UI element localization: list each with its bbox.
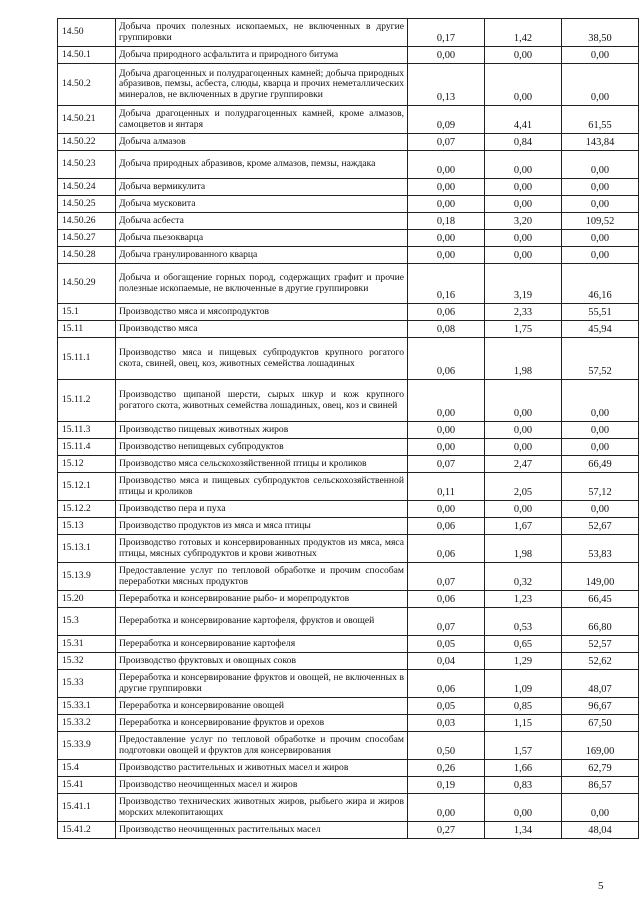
row-value-2: 1,57 (485, 732, 562, 760)
row-value-1: 0,06 (408, 535, 485, 563)
table-row (58, 456, 639, 473)
row-code: 15.3 (58, 608, 116, 636)
row-value-2: 1,98 (485, 535, 562, 563)
row-value-2: 1,67 (485, 518, 562, 535)
row-value-3: 55,51 (562, 304, 639, 321)
row-name: Переработка и консервирование фруктов и овощей, не включенных в другие группировки (116, 670, 408, 698)
row-value-3: 48,04 (562, 822, 639, 839)
row-value-2: 4,41 (485, 106, 562, 134)
row-value-2: 0,00 (485, 794, 562, 822)
row-value-3: 0,00 (562, 380, 639, 422)
row-value-1: 0,05 (408, 698, 485, 715)
row-value-3: 0,00 (562, 247, 639, 264)
row-value-2: 1,75 (485, 321, 562, 338)
row-name: Предоставление услуг по тепловой обработке и прочим способам переработки мясных продуктов (116, 563, 408, 591)
row-value-2: 2,33 (485, 304, 562, 321)
row-value-1: 0,06 (408, 518, 485, 535)
table-row (58, 653, 639, 670)
row-value-1: 0,06 (408, 591, 485, 608)
row-name: Добыча асбеста (116, 213, 408, 230)
row-code: 15.33.9 (58, 732, 116, 760)
table-row (58, 64, 639, 106)
row-code: 14.50.29 (58, 264, 116, 304)
table-row (58, 264, 639, 304)
row-name: Производство фруктовых и овощных соков (116, 653, 408, 670)
row-value-3: 0,00 (562, 230, 639, 247)
row-value-3: 109,52 (562, 213, 639, 230)
row-value-2: 1,09 (485, 670, 562, 698)
row-value-3: 57,12 (562, 473, 639, 501)
row-code: 15.41.2 (58, 822, 116, 839)
row-name: Производство продуктов из мяса и мяса птицы (116, 518, 408, 535)
row-name: Производство неочищенных масел и жиров (116, 777, 408, 794)
row-name: Производство мяса и мясопродуктов (116, 304, 408, 321)
row-code: 15.13 (58, 518, 116, 535)
table-row (58, 715, 639, 732)
row-code: 15.13.1 (58, 535, 116, 563)
row-value-2: 0,84 (485, 134, 562, 151)
table-row (58, 151, 639, 179)
row-value-1: 0,00 (408, 230, 485, 247)
table-row (58, 760, 639, 777)
row-value-1: 0,18 (408, 213, 485, 230)
row-value-1: 0,00 (408, 380, 485, 422)
table-row (58, 247, 639, 264)
row-value-3: 169,00 (562, 732, 639, 760)
row-value-2: 0,00 (485, 196, 562, 213)
row-code: 14.50.22 (58, 134, 116, 151)
row-code: 14.50.2 (58, 64, 116, 106)
page-number: 5 (598, 880, 604, 892)
row-value-1: 0,03 (408, 715, 485, 732)
row-value-2: 0,32 (485, 563, 562, 591)
row-name: Производство растительных и животных масел и жиров (116, 760, 408, 777)
row-value-2: 1,66 (485, 760, 562, 777)
table-row (58, 698, 639, 715)
row-name: Переработка и консервирование фруктов и орехов (116, 715, 408, 732)
row-name: Переработка и консервирование рыбо- и морепродуктов (116, 591, 408, 608)
row-value-1: 0,00 (408, 439, 485, 456)
row-value-3: 149,00 (562, 563, 639, 591)
row-value-2: 0,85 (485, 698, 562, 715)
table-row (58, 732, 639, 760)
row-value-1: 0,08 (408, 321, 485, 338)
row-name: Добыча и обогащение горных пород, содержащих графит и прочие полезные ископаемые, не включенные в другие группировки (116, 264, 408, 304)
row-value-2: 0,00 (485, 64, 562, 106)
row-code: 14.50.21 (58, 106, 116, 134)
row-value-2: 0,00 (485, 47, 562, 64)
row-value-3: 66,49 (562, 456, 639, 473)
table-row (58, 777, 639, 794)
row-name: Добыча природного асфальтита и природного битума (116, 47, 408, 64)
row-name: Переработка и консервирование картофеля (116, 636, 408, 653)
row-value-3: 66,45 (562, 591, 639, 608)
row-name: Переработка и консервирование овощей (116, 698, 408, 715)
row-value-2: 1,34 (485, 822, 562, 839)
table-row (58, 196, 639, 213)
row-value-1: 0,06 (408, 304, 485, 321)
row-code: 15.31 (58, 636, 116, 653)
data-table (57, 18, 639, 839)
row-code: 15.11.1 (58, 338, 116, 380)
row-value-1: 0,00 (408, 47, 485, 64)
row-value-2: 1,23 (485, 591, 562, 608)
row-value-3: 46,16 (562, 264, 639, 304)
row-value-3: 0,00 (562, 151, 639, 179)
row-value-1: 0,05 (408, 636, 485, 653)
table-row (58, 380, 639, 422)
row-value-2: 0,00 (485, 151, 562, 179)
row-code: 15.11.3 (58, 422, 116, 439)
row-value-1: 0,07 (408, 563, 485, 591)
row-name: Производство мяса и пищевых субпродуктов крупного рогатого скота, свиней, овец, коз, животных семейства лошадиных (116, 338, 408, 380)
table-row (58, 19, 639, 47)
row-code: 15.1 (58, 304, 116, 321)
row-name: Добыча мусковита (116, 196, 408, 213)
row-name: Добыча гранулированного кварца (116, 247, 408, 264)
row-value-3: 62,79 (562, 760, 639, 777)
row-code: 15.33 (58, 670, 116, 698)
row-value-2: 0,00 (485, 247, 562, 264)
row-value-3: 53,83 (562, 535, 639, 563)
row-value-3: 86,57 (562, 777, 639, 794)
table-row (58, 822, 639, 839)
row-value-2: 0,53 (485, 608, 562, 636)
table-row (58, 501, 639, 518)
table-row (58, 321, 639, 338)
row-value-3: 52,57 (562, 636, 639, 653)
row-value-1: 0,07 (408, 608, 485, 636)
row-value-3: 0,00 (562, 64, 639, 106)
row-name: Производство технических животных жиров, рыбьего жира и жиров морских млекопитающих (116, 794, 408, 822)
row-value-2: 1,42 (485, 19, 562, 47)
row-value-2: 3,19 (485, 264, 562, 304)
row-value-2: 0,00 (485, 380, 562, 422)
row-code: 14.50 (58, 19, 116, 47)
row-code: 15.12.2 (58, 501, 116, 518)
table-row (58, 535, 639, 563)
row-name: Производство непищевых субпродуктов (116, 439, 408, 456)
row-value-3: 61,55 (562, 106, 639, 134)
row-name: Производство мяса и пищевых субпродуктов сельскохозяйственной птицы и кроликов (116, 473, 408, 501)
table-row (58, 179, 639, 196)
row-value-1: 0,11 (408, 473, 485, 501)
row-value-1: 0,26 (408, 760, 485, 777)
table-row (58, 608, 639, 636)
row-value-3: 38,50 (562, 19, 639, 47)
row-value-2: 0,00 (485, 230, 562, 247)
table-row (58, 591, 639, 608)
table-row (58, 439, 639, 456)
row-value-1: 0,06 (408, 338, 485, 380)
row-value-3: 0,00 (562, 501, 639, 518)
row-name: Производство мяса сельскохозяйственной птицы и кроликов (116, 456, 408, 473)
row-code: 14.50.28 (58, 247, 116, 264)
row-code: 15.11.4 (58, 439, 116, 456)
row-value-1: 0,09 (408, 106, 485, 134)
row-value-3: 67,50 (562, 715, 639, 732)
row-value-3: 96,67 (562, 698, 639, 715)
row-code: 15.41.1 (58, 794, 116, 822)
row-code: 15.12.1 (58, 473, 116, 501)
row-name: Добыча драгоценных и полудрагоценных камней, кроме алмазов, самоцветов и янтаря (116, 106, 408, 134)
row-code: 14.50.25 (58, 196, 116, 213)
row-value-2: 0,83 (485, 777, 562, 794)
row-value-3: 0,00 (562, 179, 639, 196)
row-code: 15.33.2 (58, 715, 116, 732)
table-row (58, 473, 639, 501)
table-row (58, 106, 639, 134)
row-value-2: 1,98 (485, 338, 562, 380)
row-name: Производство пищевых животных жиров (116, 422, 408, 439)
row-name: Добыча пьезокварца (116, 230, 408, 247)
row-code: 15.32 (58, 653, 116, 670)
row-value-1: 0,00 (408, 151, 485, 179)
row-code: 14.50.1 (58, 47, 116, 64)
row-value-1: 0,00 (408, 422, 485, 439)
row-code: 14.50.27 (58, 230, 116, 247)
row-value-1: 0,00 (408, 501, 485, 518)
row-value-1: 0,27 (408, 822, 485, 839)
row-value-1: 0,17 (408, 19, 485, 47)
table-row (58, 518, 639, 535)
row-value-2: 3,20 (485, 213, 562, 230)
row-code: 15.20 (58, 591, 116, 608)
row-value-3: 45,94 (562, 321, 639, 338)
row-name: Добыча драгоценных и полудрагоценных камней; добыча природных абразивов, пемзы, асбеста, слюды, кварца и прочих неметаллических минералов, не включенных в другие группировки (116, 64, 408, 106)
table-body (58, 19, 639, 839)
row-value-1: 0,13 (408, 64, 485, 106)
row-value-3: 0,00 (562, 794, 639, 822)
row-name: Добыча прочих полезных ископаемых, не включенных в другие группировки (116, 19, 408, 47)
row-value-2: 2,47 (485, 456, 562, 473)
table-row (58, 134, 639, 151)
table-row (58, 563, 639, 591)
row-name: Предоставление услуг по тепловой обработке и прочим способам подготовки овощей и фруктов для консервирования (116, 732, 408, 760)
row-value-1: 0,16 (408, 264, 485, 304)
row-name: Добыча алмазов (116, 134, 408, 151)
row-name: Добыча природных абразивов, кроме алмазов, пемзы, наждака (116, 151, 408, 179)
table-row (58, 230, 639, 247)
row-name: Производство мяса (116, 321, 408, 338)
row-value-3: 0,00 (562, 439, 639, 456)
table-row (58, 47, 639, 64)
row-value-1: 0,07 (408, 134, 485, 151)
row-value-3: 48,07 (562, 670, 639, 698)
table-row (58, 213, 639, 230)
row-code: 15.11 (58, 321, 116, 338)
row-code: 14.50.26 (58, 213, 116, 230)
row-value-1: 0,06 (408, 670, 485, 698)
row-value-1: 0,00 (408, 794, 485, 822)
row-code: 15.41 (58, 777, 116, 794)
table-row (58, 636, 639, 653)
table-row (58, 304, 639, 321)
row-value-3: 66,80 (562, 608, 639, 636)
row-name: Добыча вермикулита (116, 179, 408, 196)
row-value-3: 0,00 (562, 47, 639, 64)
row-value-1: 0,00 (408, 247, 485, 264)
row-value-2: 0,00 (485, 501, 562, 518)
row-value-3: 57,52 (562, 338, 639, 380)
row-code: 14.50.24 (58, 179, 116, 196)
row-code: 15.4 (58, 760, 116, 777)
row-value-2: 0,00 (485, 422, 562, 439)
row-name: Производство пера и пуха (116, 501, 408, 518)
row-value-2: 0,00 (485, 179, 562, 196)
table-row (58, 338, 639, 380)
row-value-2: 1,29 (485, 653, 562, 670)
table-row (58, 794, 639, 822)
row-value-2: 1,15 (485, 715, 562, 732)
row-value-1: 0,50 (408, 732, 485, 760)
row-code: 15.33.1 (58, 698, 116, 715)
row-value-2: 0,00 (485, 439, 562, 456)
row-value-1: 0,07 (408, 456, 485, 473)
row-value-3: 52,62 (562, 653, 639, 670)
row-name: Производство неочищенных растительных масел (116, 822, 408, 839)
row-value-2: 2,05 (485, 473, 562, 501)
row-name: Производство готовых и консервированных продуктов из мяса, мяса птицы, мясных субпродуктов и крови животных (116, 535, 408, 563)
row-value-2: 0,65 (485, 636, 562, 653)
row-value-1: 0,00 (408, 196, 485, 213)
row-code: 15.12 (58, 456, 116, 473)
row-value-1: 0,04 (408, 653, 485, 670)
row-code: 15.11.2 (58, 380, 116, 422)
table-row (58, 422, 639, 439)
row-value-3: 52,67 (562, 518, 639, 535)
row-name: Переработка и консервирование картофеля, фруктов и овощей (116, 608, 408, 636)
row-name: Производство щипаной шерсти, сырых шкур и кож крупного рогатого скота, животных семейства лошадиных, овец, коз и свиней (116, 380, 408, 422)
row-code: 15.13.9 (58, 563, 116, 591)
row-code: 14.50.23 (58, 151, 116, 179)
row-value-3: 0,00 (562, 196, 639, 213)
row-value-1: 0,19 (408, 777, 485, 794)
row-value-3: 143,84 (562, 134, 639, 151)
row-value-3: 0,00 (562, 422, 639, 439)
table-row (58, 670, 639, 698)
row-value-1: 0,00 (408, 179, 485, 196)
